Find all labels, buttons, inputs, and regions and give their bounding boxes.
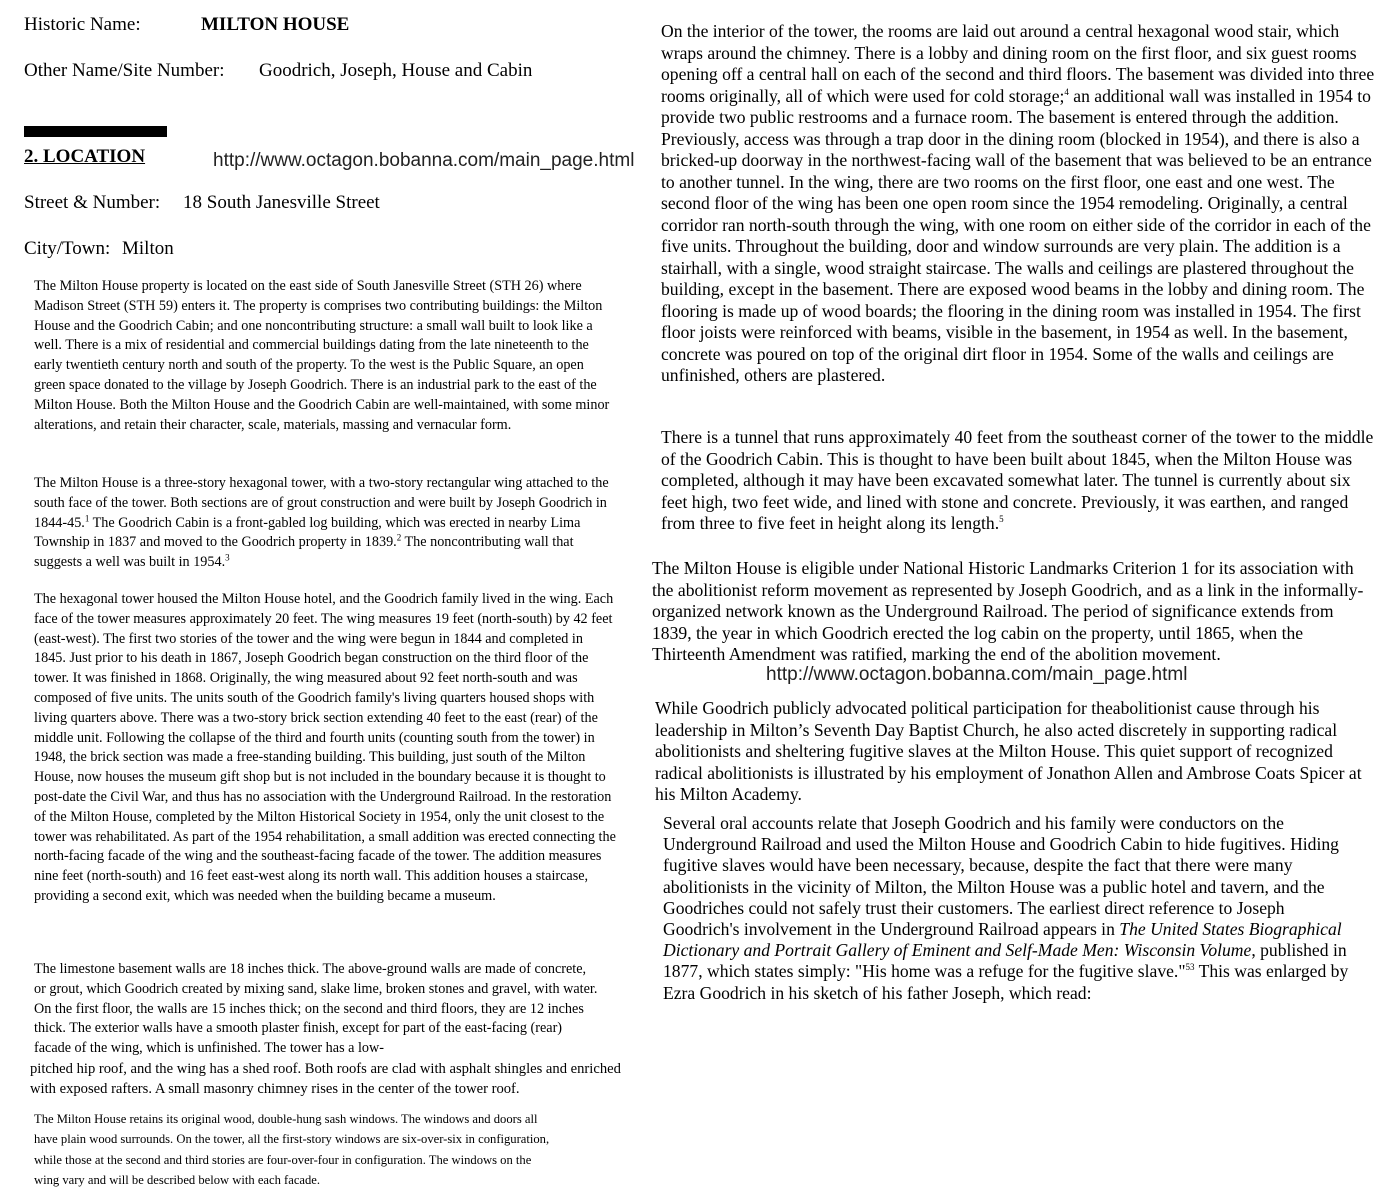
section-heading: 2. LOCATION <box>24 146 146 167</box>
right-paragraph-significance: The Milton House is eligible under National Historic Landmarks Criterion 1 for its association with the abolitionist reform movement as represented by Joseph Goodrich, and as a link in the informally-organized network known as the Underground Railroad. The period of significance extends from 1839, the year in which Goodrich erected the log cabin on the property, until 1865, when the Thirteenth Amendment was ratified, marking the end of the abolition movement. <box>652 558 1364 664</box>
left-paragraph-windows: The Milton House retains its original wood, double-hung sash windows. The windows and doors all have plain wood surrounds. On the tower, all the first-story windows are six-over-six in configuration, while those at the second and third stories are four-over-four in configuration. The windows on the wing vary and will be described below with each facade. <box>34 1112 550 1187</box>
left-paragraph-building-summary: The Milton House is a three-story hexagonal tower, with a two-story rectangular wing attached to the south face of the tower. Both sections are of grout construction and were built by Joseph Goodrich in 1844-45.$^1$ The Goodrich Cabin is a front-gabled log building, which was erected in nearby Lima Township in 1837 and moved to the Goodrich property in 1839.$^2$ The noncontributing wall that suggests a well was built in 1954.$^3$ <box>34 475 609 571</box>
historic-name-value: MILTON HOUSE <box>201 14 350 35</box>
source-url-link-2[interactable]: http://www.octagon.bobanna.com/main_page.html <box>762 664 1191 686</box>
footnote-ref: 2 <box>396 532 402 543</box>
left-paragraph-roofs: pitched hip roof, and the wing has a shed roof. Both roofs are clad with asphalt shingles and enriched with exposed rafters. A small masonry chimney rises in the center of the tower roof. <box>30 1061 621 1097</box>
section-rule <box>24 126 167 137</box>
left-paragraph-site-description: The Milton House property is located on the east side of South Janesville Street (STH 26) where Madison Street (STH 59) enters it. The property is comprises two contributing buildings: the Milton House and the Goodrich Cabin; and one noncontributing structure: a small wall built to look like a well. There is a mix of residential and commercial buildings dating from the late nineteenth to the early twentieth century north and south of the property. To the west is the Public Square, an open green space donated to the village by Joseph Goodrich. There is an industrial park to the east of the Milton House. Both the Milton House and the Goodrich Cabin are well-maintained, with some minor alterations, and retain their character, scale, materials, massing and vernacular form. <box>34 278 610 433</box>
right-paragraph-goodrich-support: While Goodrich publicly advocated political participation for theabolitionist cause through his leadership in Milton’s Seventh Day Baptist Church, he also acted discretely in supporting radical abolitionists and sheltering fugitive slaves at the Milton House. This quiet support of recognized radical abolitionists is illustrated by his employment of Jonathon Allen and Ambrose Coats Spicer at his Milton Academy. <box>655 698 1362 804</box>
footnote-ref: 53 <box>1185 962 1195 973</box>
other-name-label: Other Name/Site Number: <box>24 60 225 81</box>
right-paragraph-interior: On the interior of the tower, the rooms are laid out around a central hexagonal wood stair, which wraps around the chimney. There is a lobby and dining room on the first floor, and six guest rooms opening off a central hall on each of the second and third floors. The basement was divided into three rooms originally, all of which were used for cold storage;$^4$ an additional wall was installed in 1954 to provide two public restrooms and a furnace room. The basement is entered through the addition. Previously, access was through a trap door in the dining room (blocked in 1954), and there is also a bricked-up doorway in the northwest-facing wall of the basement that was believed to be an entrance to another tunnel. In the wing, there are two rooms on the first floor, one east and one west. The second floor of the wing has been one open room since the 1954 remodeling. Originally, a central corridor ran north-south through the wing, with one room on either side of the corridor in each of the five units. Throughout the building, door and window surrounds are very plain. The addition is a stairhall, with a single, wood straight staircase. The walls and ceilings are plastered throughout the building, except in the basement. There are exposed wood beams in the lobby and dining room. The flooring is made up of wood boards; the flooring in the dining room was installed in 1954. The first floor joists were reinforced with beams, visible in the basement, in 1954 as well. In the basement, concrete was poured on top of the original dirt floor in 1954. Some of the walls and ceilings are unfinished, others are plastered. <box>661 21 1375 385</box>
source-url-link[interactable]: http://www.octagon.bobanna.com/main_page.html <box>213 150 635 171</box>
footnote-ref: 3 <box>225 552 230 563</box>
left-paragraph-tower-history: The hexagonal tower housed the Milton House hotel, and the Goodrich family lived in the wing. Each face of the tower measures approximately 20 feet. The wing measures 19 feet (north-south) by 42 feet (east-west). The first two stories of the tower and the wing were begun in 1844 and completed in 1845. Just prior to his death in 1867, Joseph Goodrich began construction on the third floor of the tower. It was finished in 1868. Originally, the wing measured about 92 feet north-south and was composed of five units. The units south of the Goodrich family's living quarters housed shops with living quarters above. There was a two-story brick section extending 40 feet to the east (rear) of the middle unit. Following the collapse of the third and fourth units (counting south from the tower) in 1948, the brick section was made a free-standing building. This building, just south of the Milton House, now houses the museum gift shop but is not included in the boundary because it is thought to post-date the Civil War, and thus has no association with the Underground Railroad. In the restoration of the Milton House, completed by the Milton Historical Society in 1954, only the unit closest to the tower was rehabilitated. As part of the 1954 rehabilitation, a small addition was erected connecting the north-facing facade of the wing and the southeast-facing facade of the tower. The addition measures nine feet (north-south) and 16 feet east-west along its north wall. This addition houses a staircase, providing a second exit, which was needed when the building became a museum. <box>34 591 616 904</box>
right-paragraph-oral-accounts: Several oral accounts relate that Joseph Goodrich and his family were conductors on the Underground Railroad and used the Milton House and Goodrich Cabin to hide fugitives. Hiding fugitive slaves would have been necessary, because, despite the fact that there were many abolitionists in the vicinity of Milton, the Milton House was a public hotel and tavern, and the Goodriches could not safely trust their customers. The earliest direct reference to Joseph Goodrich's involvement in the Underground Railroad appears in The United States Biographical Dictionary and Portrait Gallery of Eminent and Self-Made Men: Wisconsin Volume, published in 1877, which states simply: "His home was a refuge for the fugitive slave."$^{53}$ This was enlarged by Ezra Goodrich in his sketch of his father Joseph, which read: <box>663 813 1349 1003</box>
footnote-ref: 5 <box>999 514 1004 525</box>
historic-name-label: Historic Name: <box>24 14 141 35</box>
left-paragraph-walls: The limestone basement walls are 18 inches thick. The above-ground walls are made of concrete, or grout, which Goodrich created by mixing sand, slake lime, broken stones and gravel, with water. On the first floor, the walls are 15 inches thick; on the second and third floors, they are 12 inches thick. The exterior walls have a smooth plaster finish, except for part of the east-facing (rear) facade of the wing, which is unfinished. The tower has a low- <box>34 961 598 1057</box>
other-name-value: Goodrich, Joseph, House and Cabin <box>259 60 533 81</box>
right-paragraph-tunnel: There is a tunnel that runs approximately 40 feet from the southeast corner of the tower to the middle of the Goodrich Cabin. This is thought to have been built about 1845, when the Milton House was completed, although it may have been excavated somewhat later. The tunnel is currently about six feet high, two feet wide, and lined with stone and concrete. Previously, it was earthen, and ranged from three to five feet in height along its length.$^5$ <box>661 427 1374 533</box>
street-value: 18 South Janesville Street <box>183 192 380 213</box>
footnote-ref: 4 <box>1064 86 1069 97</box>
street-label: Street & Number: <box>24 192 161 213</box>
book-title: The United States Biographical Dictionary and Portrait Gallery of Eminent and Self-Made Men: Wisconsin Volume <box>663 919 1342 961</box>
footnote-ref: 1 <box>84 512 90 523</box>
city-value: Milton <box>122 238 174 259</box>
city-label: City/Town: <box>24 238 111 259</box>
